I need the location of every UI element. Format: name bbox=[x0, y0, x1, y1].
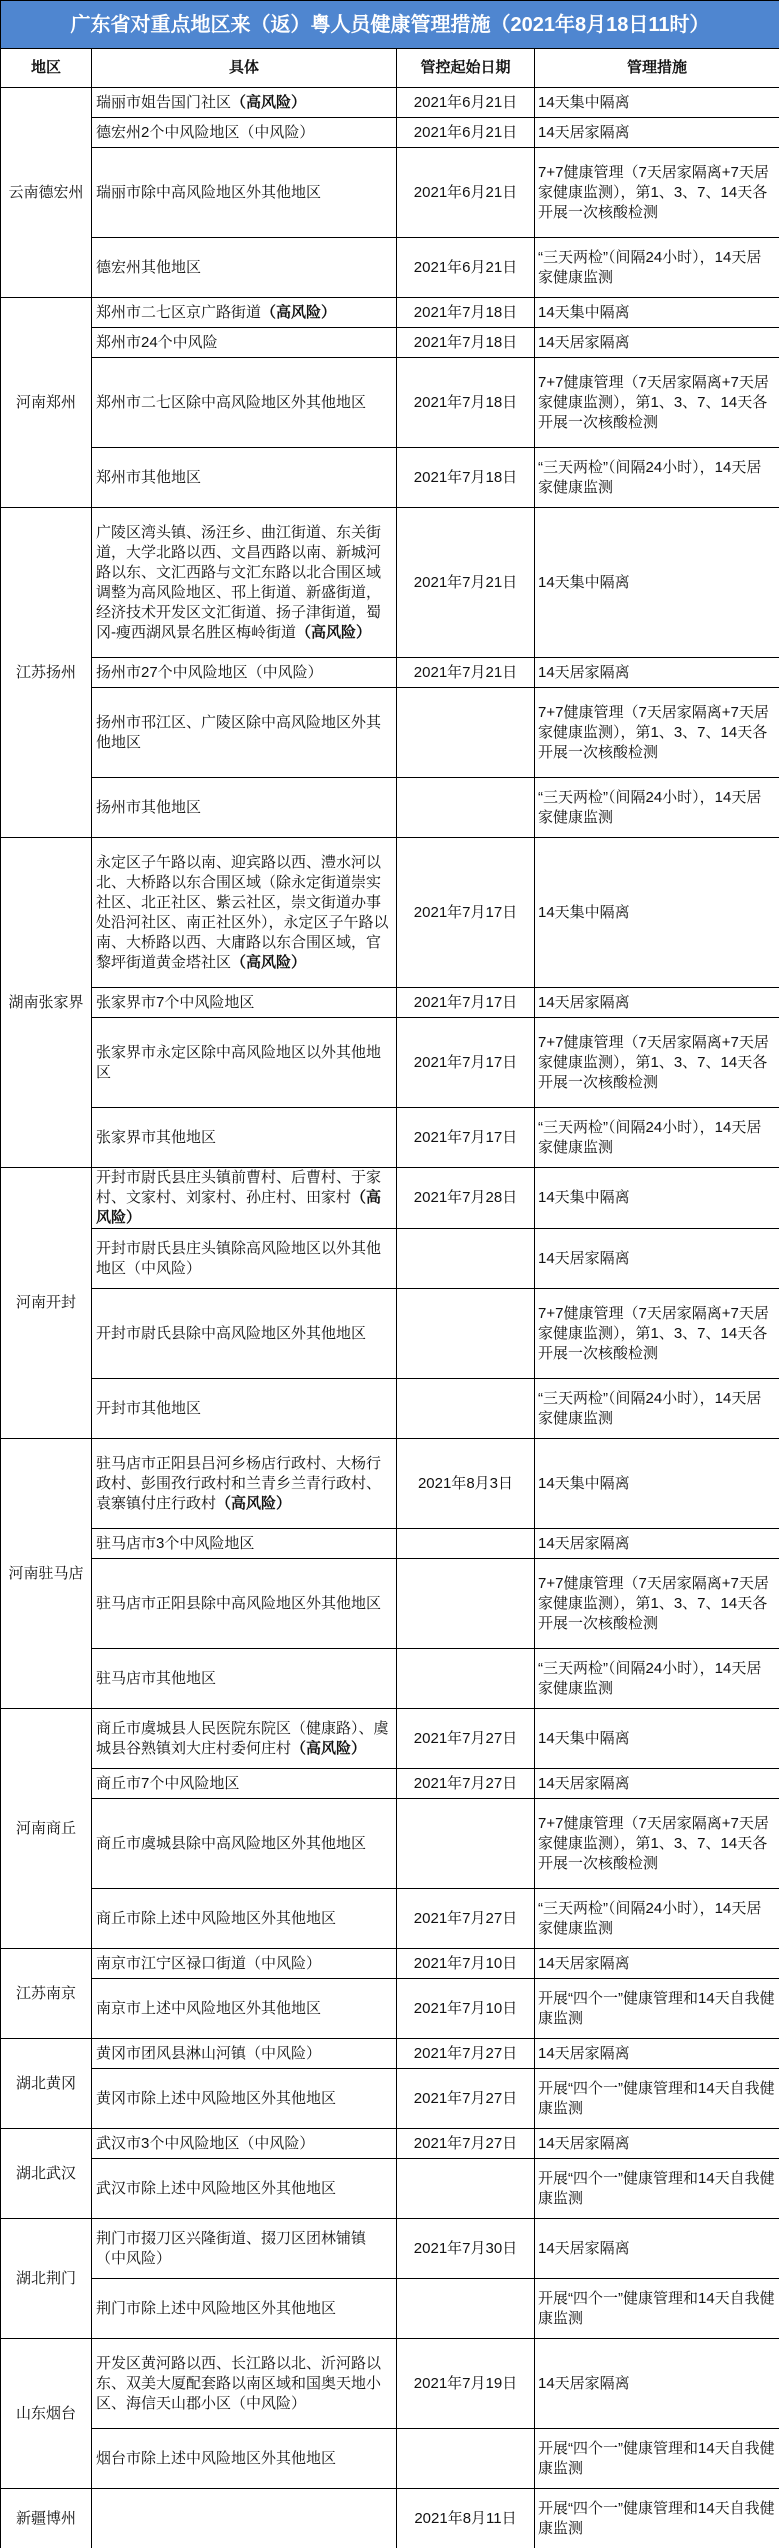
date-cell: 2021年7月27日 bbox=[397, 1709, 535, 1769]
risk-level-tag: （高风险） bbox=[216, 1494, 292, 1512]
date-cell bbox=[397, 1799, 535, 1889]
date-cell bbox=[397, 2159, 535, 2219]
date-cell: 2021年7月17日 bbox=[397, 838, 535, 988]
table-row bbox=[1, 448, 779, 508]
table-row bbox=[1, 658, 779, 688]
detail-cell bbox=[92, 838, 397, 988]
risk-level-tag: （高风险） bbox=[231, 953, 307, 971]
measure-cell: 14天集中隔离 bbox=[535, 1168, 779, 1229]
detail-cell: 瑞丽市除中高风险地区外其他地区 bbox=[92, 148, 397, 238]
table-row bbox=[1, 688, 779, 778]
date-cell: 2021年7月21日 bbox=[397, 658, 535, 688]
detail-text: 郑州市二七区京广路街道 bbox=[96, 303, 262, 321]
date-cell: 2021年7月19日 bbox=[397, 2339, 535, 2429]
detail-cell: 张家界市7个中风险地区 bbox=[92, 988, 397, 1018]
measure-cell: “三天两检”（间隔24小时），14天居家健康监测 bbox=[535, 1889, 779, 1949]
date-cell: 2021年6月21日 bbox=[397, 148, 535, 238]
header-row bbox=[1, 49, 779, 88]
detail-text: 商丘市虞城县人民医院东院区（健康路）、虞城县谷熟镇刘大庄村委何庄村 bbox=[96, 1719, 389, 1757]
date-cell: 2021年7月17日 bbox=[397, 1018, 535, 1108]
detail-cell: 荆门市除上述中风险地区外其他地区 bbox=[92, 2279, 397, 2339]
date-cell bbox=[397, 1649, 535, 1709]
date-cell bbox=[397, 2429, 535, 2489]
measure-cell: 7+7健康管理（7天居家隔离+7天居家健康监测），第1、3、7、14天各开展一次核酸检测 bbox=[535, 1289, 779, 1379]
detail-cell: 德宏州其他地区 bbox=[92, 238, 397, 298]
table-row bbox=[1, 2339, 779, 2429]
measure-cell: 14天集中隔离 bbox=[535, 838, 779, 988]
measure-cell: 14天集中隔离 bbox=[535, 1709, 779, 1769]
date-cell: 2021年7月10日 bbox=[397, 1979, 535, 2039]
date-cell: 2021年7月17日 bbox=[397, 1108, 535, 1168]
table-row bbox=[1, 1108, 779, 1168]
column-header-start-date: 管控起始日期 bbox=[397, 49, 535, 88]
measure-cell: 14天集中隔离 bbox=[535, 298, 779, 328]
detail-cell bbox=[92, 298, 397, 328]
date-cell: 2021年7月27日 bbox=[397, 2069, 535, 2129]
measure-cell: 14天居家隔离 bbox=[535, 1949, 779, 1979]
measure-cell: 14天居家隔离 bbox=[535, 2039, 779, 2069]
measure-cell: 开展“四个一”健康管理和14天自我健康监测 bbox=[535, 1979, 779, 2039]
region-cell: 江苏扬州 bbox=[1, 508, 92, 838]
region-cell: 河南商丘 bbox=[1, 1709, 92, 1949]
table-row bbox=[1, 148, 779, 238]
column-header-detail: 具体 bbox=[92, 49, 397, 88]
table-row bbox=[1, 1289, 779, 1379]
measure-cell: 14天居家隔离 bbox=[535, 2219, 779, 2279]
measure-cell: 7+7健康管理（7天居家隔离+7天居家健康监测），第1、3、7、14天各开展一次核酸检测 bbox=[535, 1018, 779, 1108]
measure-cell: 14天居家隔离 bbox=[535, 658, 779, 688]
date-cell: 2021年7月18日 bbox=[397, 448, 535, 508]
table-row bbox=[1, 1949, 779, 1979]
measure-cell: 14天居家隔离 bbox=[535, 328, 779, 358]
table-row bbox=[1, 778, 779, 838]
table-row bbox=[1, 1439, 779, 1529]
region-cell: 湖北武汉 bbox=[1, 2129, 92, 2219]
table-row bbox=[1, 2429, 779, 2489]
table-row bbox=[1, 328, 779, 358]
table-row bbox=[1, 2279, 779, 2339]
detail-cell: 德宏州2个中风险地区（中风险） bbox=[92, 118, 397, 148]
detail-cell bbox=[92, 508, 397, 658]
region-cell: 山东烟台 bbox=[1, 2339, 92, 2489]
date-cell bbox=[397, 1379, 535, 1439]
table-row bbox=[1, 1709, 779, 1769]
date-cell bbox=[397, 1529, 535, 1559]
measure-cell: 7+7健康管理（7天居家隔离+7天居家健康监测），第1、3、7、14天各开展一次核酸检测 bbox=[535, 148, 779, 238]
date-cell: 2021年7月18日 bbox=[397, 298, 535, 328]
table-row bbox=[1, 1018, 779, 1108]
detail-cell: 武汉市除上述中风险地区外其他地区 bbox=[92, 2159, 397, 2219]
region-cell: 湖北黄冈 bbox=[1, 2039, 92, 2129]
column-header-measure: 管理措施 bbox=[535, 49, 779, 88]
measure-cell: “三天两检”（间隔24小时），14天居家健康监测 bbox=[535, 238, 779, 298]
region-cell: 河南郑州 bbox=[1, 298, 92, 508]
detail-cell: 郑州市其他地区 bbox=[92, 448, 397, 508]
measure-cell: 14天集中隔离 bbox=[535, 1439, 779, 1529]
measure-cell: 14天居家隔离 bbox=[535, 118, 779, 148]
measure-cell: “三天两检”（间隔24小时），14天居家健康监测 bbox=[535, 448, 779, 508]
date-cell bbox=[397, 2279, 535, 2339]
measure-cell: 开展“四个一”健康管理和14天自我健康监测 bbox=[535, 2279, 779, 2339]
table-row bbox=[1, 2069, 779, 2129]
date-cell: 2021年6月21日 bbox=[397, 88, 535, 118]
detail-cell: 南京市上述中风险地区外其他地区 bbox=[92, 1979, 397, 2039]
date-cell: 2021年7月27日 bbox=[397, 1769, 535, 1799]
detail-cell: 驻马店市其他地区 bbox=[92, 1649, 397, 1709]
detail-cell: 扬州市27个中风险地区（中风险） bbox=[92, 658, 397, 688]
detail-cell bbox=[92, 1168, 397, 1229]
measure-cell: 7+7健康管理（7天居家隔离+7天居家健康监测），第1、3、7、14天各开展一次核酸检测 bbox=[535, 688, 779, 778]
detail-cell: 黄冈市除上述中风险地区外其他地区 bbox=[92, 2069, 397, 2129]
table-row bbox=[1, 1799, 779, 1889]
table-row bbox=[1, 1979, 779, 2039]
table-row bbox=[1, 358, 779, 448]
date-cell bbox=[397, 778, 535, 838]
date-cell: 2021年6月21日 bbox=[397, 118, 535, 148]
detail-cell: 郑州市二七区除中高风险地区外其他地区 bbox=[92, 358, 397, 448]
measure-cell: 14天居家隔离 bbox=[535, 1769, 779, 1799]
measure-cell: 7+7健康管理（7天居家隔离+7天居家健康监测），第1、3、7、14天各开展一次核酸检测 bbox=[535, 1799, 779, 1889]
table-row bbox=[1, 838, 779, 988]
table-row bbox=[1, 1649, 779, 1709]
detail-cell: 商丘市除上述中风险地区外其他地区 bbox=[92, 1889, 397, 1949]
region-cell: 云南德宏州 bbox=[1, 88, 92, 298]
date-cell: 2021年7月30日 bbox=[397, 2219, 535, 2279]
date-cell bbox=[397, 1559, 535, 1649]
risk-level-tag: （高风险） bbox=[261, 303, 337, 321]
detail-cell: 驻马店市正阳县除中高风险地区外其他地区 bbox=[92, 1559, 397, 1649]
detail-cell: 开封市尉氏县庄头镇除高风险地区以外其他地区（中风险） bbox=[92, 1229, 397, 1289]
detail-cell: 开封市尉氏县除中高风险地区外其他地区 bbox=[92, 1289, 397, 1379]
measure-cell: 7+7健康管理（7天居家隔离+7天居家健康监测），第1、3、7、14天各开展一次核酸检测 bbox=[535, 1559, 779, 1649]
risk-level-tag: （高风险） bbox=[96, 1189, 382, 1226]
date-cell: 2021年7月17日 bbox=[397, 988, 535, 1018]
region-cell: 新疆博州 bbox=[1, 2489, 92, 2548]
table-row bbox=[1, 298, 779, 328]
measure-cell: 14天集中隔离 bbox=[535, 508, 779, 658]
table-row bbox=[1, 2039, 779, 2069]
detail-cell: 扬州市邗江区、广陵区除中高风险地区外其他地区 bbox=[92, 688, 397, 778]
date-cell: 2021年7月27日 bbox=[397, 2129, 535, 2159]
detail-cell: 开封市其他地区 bbox=[92, 1379, 397, 1439]
table-row bbox=[1, 2219, 779, 2279]
measure-cell: 开展“四个一”健康管理和14天自我健康监测 bbox=[535, 2069, 779, 2129]
region-cell: 江苏南京 bbox=[1, 1949, 92, 2039]
detail-cell: 南京市江宁区禄口街道（中风险） bbox=[92, 1949, 397, 1979]
measure-cell: “三天两检”（间隔24小时），14天居家健康监测 bbox=[535, 1379, 779, 1439]
date-cell: 2021年7月10日 bbox=[397, 1949, 535, 1979]
region-cell: 河南驻马店 bbox=[1, 1439, 92, 1709]
detail-cell: 荆门市掇刀区兴隆街道、掇刀区团林铺镇（中风险） bbox=[92, 2219, 397, 2279]
date-cell: 2021年7月27日 bbox=[397, 2039, 535, 2069]
measure-cell: 14天居家隔离 bbox=[535, 2129, 779, 2159]
date-cell: 2021年7月21日 bbox=[397, 508, 535, 658]
detail-text: 广陵区湾头镇、汤汪乡、曲江街道、东关街道，大学北路以西、文昌西路以南、新城河路以东、文汇西路与文汇东路以北合围区域调整为高风险地区、邗上街道、新盛街道，经济技术开发区文汇街道、扬子津街道，蜀冈-瘦西湖风景名胜区梅岭街道 bbox=[96, 523, 382, 641]
measure-cell: 开展“四个一”健康管理和14天自我健康监测 bbox=[535, 2159, 779, 2219]
table-row bbox=[1, 1229, 779, 1289]
date-cell: 2021年7月28日 bbox=[397, 1168, 535, 1229]
detail-cell bbox=[92, 1709, 397, 1769]
date-cell bbox=[397, 1229, 535, 1289]
detail-cell bbox=[92, 2489, 397, 2548]
measure-cell: “三天两检”（间隔24小时），14天居家健康监测 bbox=[535, 1649, 779, 1709]
detail-cell: 烟台市除上述中风险地区外其他地区 bbox=[92, 2429, 397, 2489]
detail-cell: 驻马店市3个中风险地区 bbox=[92, 1529, 397, 1559]
measure-cell: 14天居家隔离 bbox=[535, 1229, 779, 1289]
detail-text: 瑞丽市姐告国门社区 bbox=[96, 93, 232, 111]
measure-cell: 7+7健康管理（7天居家隔离+7天居家健康监测），第1、3、7、14天各开展一次核酸检测 bbox=[535, 358, 779, 448]
date-cell: 2021年8月11日 bbox=[397, 2489, 535, 2548]
detail-cell: 张家界市永定区除中高风险地区以外其他地区 bbox=[92, 1018, 397, 1108]
table-row bbox=[1, 238, 779, 298]
date-cell: 2021年7月27日 bbox=[397, 1889, 535, 1949]
detail-text: 驻马店市正阳县吕河乡杨店行政村、大杨行政村、彭围孜行政村和兰青乡兰青行政村、袁寨镇付庄行政村 bbox=[96, 1454, 382, 1512]
date-cell: 2021年7月18日 bbox=[397, 328, 535, 358]
table-row bbox=[1, 1168, 779, 1229]
measure-cell: 14天集中隔离 bbox=[535, 88, 779, 118]
table-title: 广东省对重点地区来（返）粤人员健康管理措施（2021年8月18日11时） bbox=[1, 1, 779, 49]
table-row bbox=[1, 1559, 779, 1649]
detail-cell: 郑州市24个中风险 bbox=[92, 328, 397, 358]
measure-cell: 开展“四个一”健康管理和14天自我健康监测 bbox=[535, 2429, 779, 2489]
table-row bbox=[1, 988, 779, 1018]
detail-cell bbox=[92, 88, 397, 118]
detail-cell: 张家界市其他地区 bbox=[92, 1108, 397, 1168]
risk-level-tag: （高风险） bbox=[231, 93, 307, 111]
detail-cell: 商丘市7个中风险地区 bbox=[92, 1769, 397, 1799]
table-row bbox=[1, 1889, 779, 1949]
detail-text: 永定区子午路以南、迎宾路以西、澧水河以北、大桥路以东合围区域（除永定街道崇实社区、北正社区、紫云社区，崇文街道办事处沿河社区、南正社区外），永定区子午路以南、大桥路以西、大庸路以东合围区域，官黎坪街道黄金塔社区 bbox=[96, 853, 389, 971]
table-row bbox=[1, 118, 779, 148]
detail-cell: 商丘市虞城县除中高风险地区外其他地区 bbox=[92, 1799, 397, 1889]
detail-cell: 武汉市3个中风险地区（中风险） bbox=[92, 2129, 397, 2159]
table-row bbox=[1, 2159, 779, 2219]
table-row bbox=[1, 1769, 779, 1799]
detail-cell bbox=[92, 1439, 397, 1529]
measure-cell: 14天居家隔离 bbox=[535, 1529, 779, 1559]
table-row bbox=[1, 508, 779, 658]
table-row bbox=[1, 2489, 779, 2548]
date-cell bbox=[397, 1289, 535, 1379]
date-cell bbox=[397, 688, 535, 778]
date-cell: 2021年8月3日 bbox=[397, 1439, 535, 1529]
detail-cell: 扬州市其他地区 bbox=[92, 778, 397, 838]
measure-cell: 开展“四个一”健康管理和14天自我健康监测 bbox=[535, 2489, 779, 2548]
date-cell: 2021年7月18日 bbox=[397, 358, 535, 448]
region-cell: 湖北荆门 bbox=[1, 2219, 92, 2339]
measure-cell: 14天居家隔离 bbox=[535, 2339, 779, 2429]
title-row bbox=[1, 1, 779, 49]
table-row bbox=[1, 1379, 779, 1439]
region-cell: 湖南张家界 bbox=[1, 838, 92, 1168]
region-cell: 河南开封 bbox=[1, 1168, 92, 1439]
table-row bbox=[1, 88, 779, 118]
table-row bbox=[1, 2129, 779, 2159]
measure-cell: “三天两检”（间隔24小时），14天居家健康监测 bbox=[535, 778, 779, 838]
risk-level-tag: （高风险） bbox=[296, 623, 372, 641]
detail-cell: 开发区黄河路以西、长江路以北、沂河路以东、双美大厦配套路以南区域和国奥天地小区、海信天山郡小区（中风险） bbox=[92, 2339, 397, 2429]
measure-cell: “三天两检”（间隔24小时），14天居家健康监测 bbox=[535, 1108, 779, 1168]
risk-level-tag: （高风险） bbox=[291, 1739, 367, 1757]
detail-cell: 黄冈市团风县淋山河镇（中风险） bbox=[92, 2039, 397, 2069]
column-header-region: 地区 bbox=[1, 49, 92, 88]
date-cell: 2021年6月21日 bbox=[397, 238, 535, 298]
table-row bbox=[1, 1529, 779, 1559]
measure-cell: 14天居家隔离 bbox=[535, 988, 779, 1018]
detail-text: 开封市尉氏县庄头镇前曹村、后曹村、于家村、文家村、刘家村、孙庄村、田家村 bbox=[96, 1169, 382, 1206]
